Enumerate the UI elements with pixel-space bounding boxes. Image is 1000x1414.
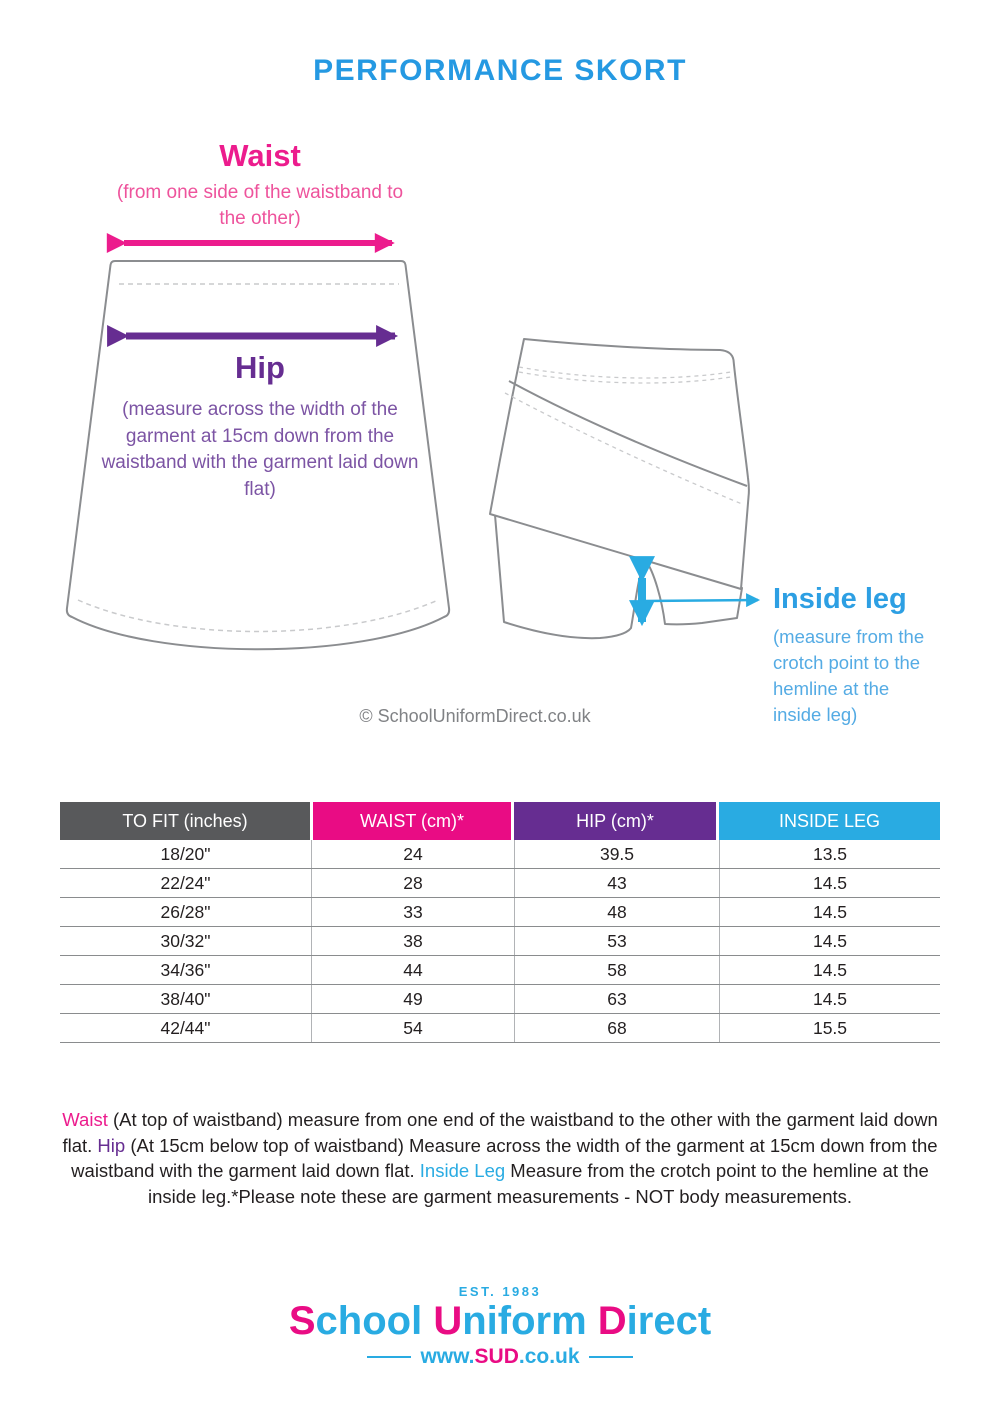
cell-tofit: 26/28" (160, 901, 211, 922)
cell-tofit: 30/32" (160, 930, 211, 951)
url-left-line (367, 1356, 411, 1358)
url-right-line (589, 1356, 633, 1358)
footnote-text: (At top of waistband) measure from one end of the waistband to the other with the garment laid down flat. (62, 1109, 938, 1156)
inside-leg-label: Inside leg (773, 583, 907, 615)
table-row (60, 985, 940, 1014)
logo-name (0, 1300, 1000, 1342)
logo-est-text: EST. 1983 (458, 1284, 542, 1299)
cell-insideleg: 15.5 (719, 1014, 940, 1042)
cell-insideleg: 14.5 (719, 927, 940, 955)
page-title: PERFORMANCE SKORT (313, 54, 687, 87)
cell-waist: 33 (311, 898, 514, 926)
cell-tofit: 22/24" (160, 872, 211, 893)
header-waist: WAIST (cm)* (313, 802, 511, 840)
cell-waist: 54 (311, 1014, 514, 1042)
header-tofit: TO FIT (inches) (60, 802, 310, 840)
cell-hip: 43 (514, 869, 719, 897)
logo-letter: D (597, 1299, 627, 1343)
cell-hip: 68 (514, 1014, 719, 1042)
table-row (60, 898, 940, 927)
cell-insideleg: 14.5 (719, 985, 940, 1013)
cell-tofit: 38/40" (160, 988, 211, 1009)
logo-letters: irect (626, 1299, 712, 1343)
logo-letter: U (433, 1299, 463, 1343)
table-body (60, 840, 940, 1043)
footnote-waist-word: Waist (62, 1109, 113, 1130)
header-insideleg: INSIDE LEG (719, 802, 940, 840)
table-row (60, 956, 940, 985)
footnote-text: (At 15cm below top of waistband) Measure across the width of the garment at 15cm down from the waistband with the garment laid down flat. (71, 1134, 938, 1181)
url-sud: SUD (474, 1345, 519, 1368)
footnote-insideleg-word: Inside Leg (419, 1160, 511, 1181)
cell-waist: 24 (311, 840, 514, 868)
cell-waist: 28 (311, 869, 514, 897)
cell-waist: 44 (311, 956, 514, 984)
cell-tofit: 42/44" (160, 1017, 211, 1038)
inside-leg-pointer-arrow (644, 600, 758, 601)
logo-letters: niform (462, 1299, 598, 1343)
cell-hip: 48 (514, 898, 719, 926)
table-header-row (60, 802, 940, 840)
logo-url (0, 1345, 1000, 1369)
url-couk: .co.uk (518, 1345, 580, 1368)
table-row (60, 1014, 940, 1043)
cell-insideleg: 14.5 (719, 898, 940, 926)
size-table (60, 802, 940, 1043)
logo-letters: chool (315, 1299, 434, 1343)
cell-insideleg: 14.5 (719, 956, 940, 984)
url-www: www. (420, 1345, 475, 1368)
header-hip: HIP (cm)* (514, 802, 716, 840)
measurement-footnote (50, 1107, 950, 1209)
footnote-hip-word: Hip (97, 1134, 131, 1156)
brand-logo (0, 1284, 1000, 1369)
table-row (60, 840, 940, 869)
skort-side-diagram (490, 339, 758, 638)
copyright-text: © SchoolUniformDirect.co.uk (359, 706, 591, 726)
logo-letter: S (288, 1299, 316, 1343)
cell-hip: 63 (514, 985, 719, 1013)
cell-hip: 53 (514, 927, 719, 955)
inside-leg-description: (measure from the crotch point to the hemline at the inside leg) (773, 626, 925, 725)
cell-tofit: 34/36" (160, 959, 211, 980)
cell-insideleg: 13.5 (719, 840, 940, 868)
cell-tofit: 18/20" (160, 843, 211, 864)
waist-description: (from one side of the waistband to the other) (116, 182, 404, 229)
cell-waist: 38 (311, 927, 514, 955)
footnote-text: Measure from the crotch point to the hemline at the inside leg.*Please note these are garment measurements - NOT body measurements. (147, 1160, 929, 1207)
hip-description: (measure across the width of the garment at 15cm down from the waistband with the garment laid down flat) (101, 399, 419, 500)
cell-hip: 39.5 (514, 840, 719, 868)
table-row (60, 869, 940, 898)
waist-label: Waist (219, 138, 301, 173)
table-row (60, 927, 940, 956)
cell-waist: 49 (311, 985, 514, 1013)
cell-insideleg: 14.5 (719, 869, 940, 897)
hip-label: Hip (235, 350, 285, 385)
cell-hip: 58 (514, 956, 719, 984)
